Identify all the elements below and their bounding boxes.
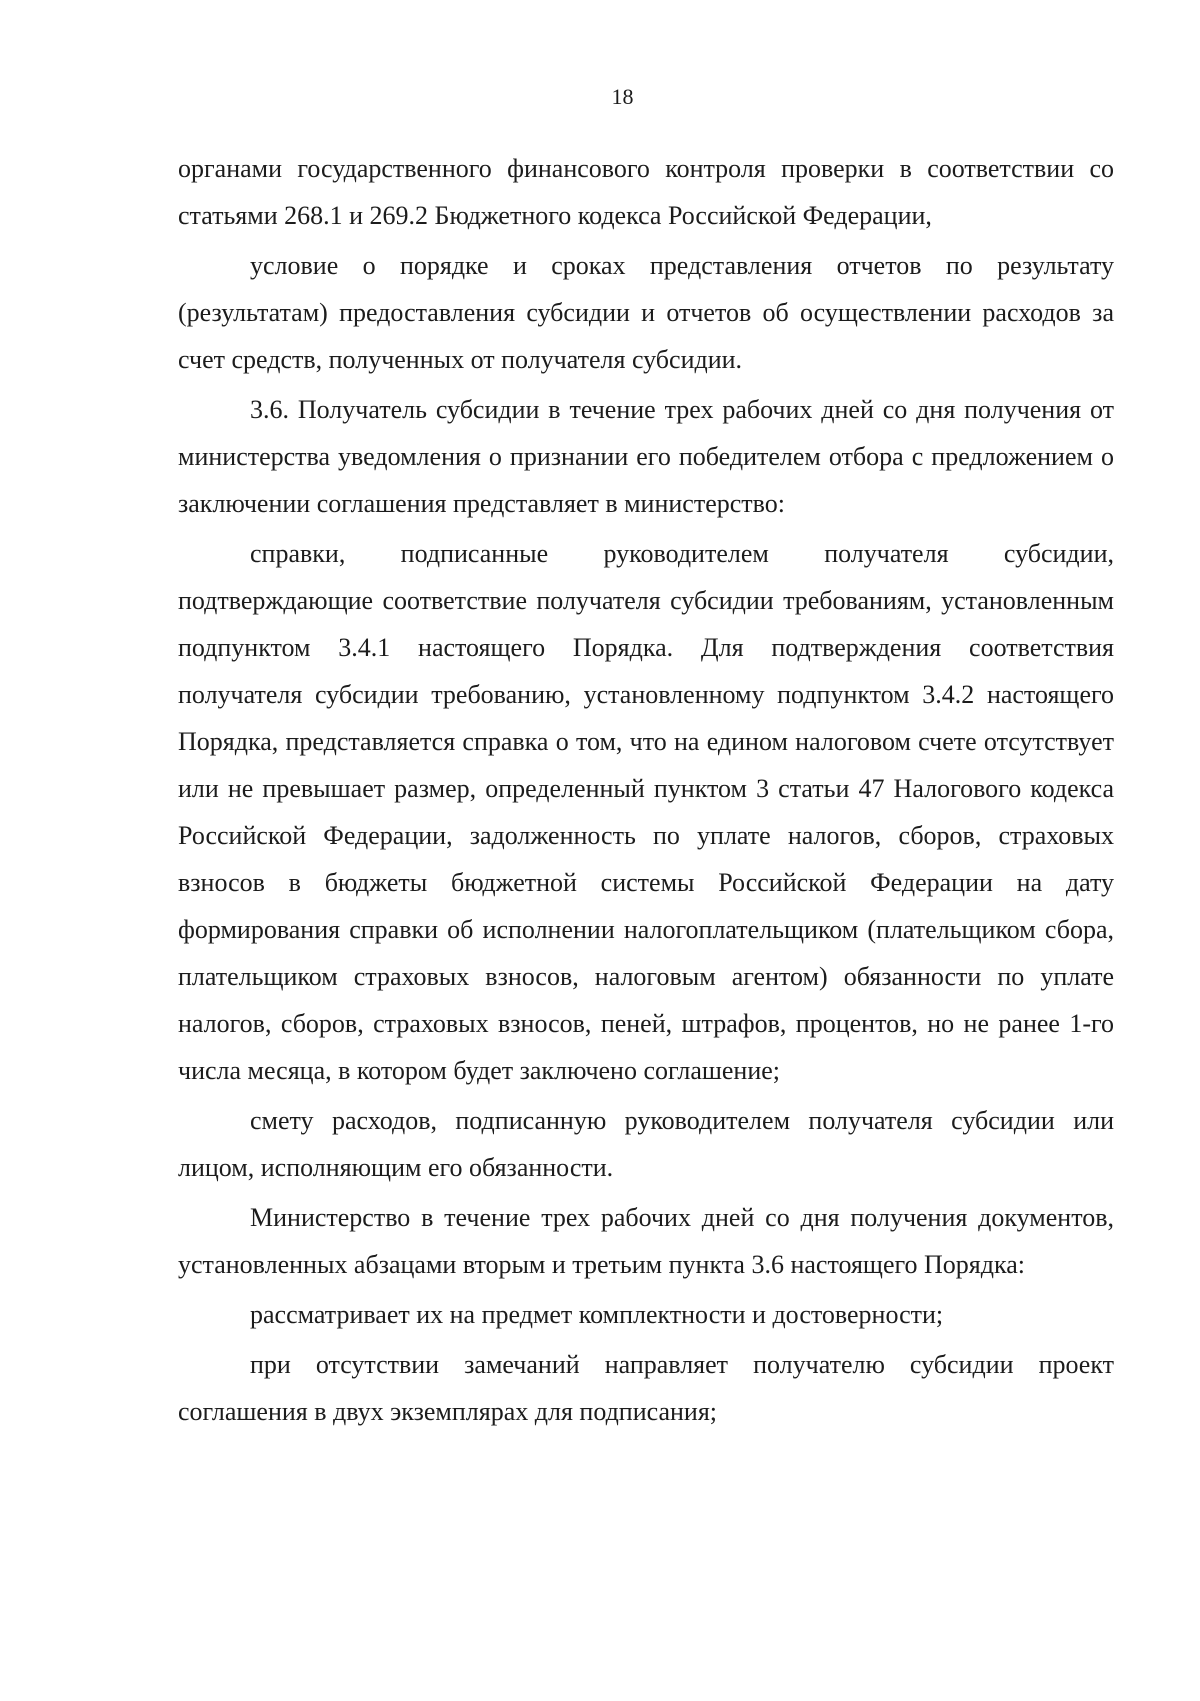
paragraph-audit-bodies: органами государственного финансового контроля проверки в соответствии со статьями 268.1 и 269.2 Бюджетного кодекса Российской Федерации, — [178, 154, 1114, 230]
paragraph-ministry-review: Министерство в течение трех рабочих дней со дня получения документов, установленных абзацами вторым и третьим пункта 3.6 настоящего Порядка: — [178, 1203, 1114, 1279]
paragraph-expense-estimate: смету расходов, подписанную руководителем получателя субсидии или лицом, исполняющим его обязанности. — [178, 1106, 1114, 1182]
paragraph-certificates: справки, подписанные руководителем получателя субсидии, подтверждающие соответствие получателя субсидии требованиям, установленным подпунктом 3.4.1 настоящего Порядка. Для подтверждения соответствия получателя субсидии требованию, установленному подпунктом 3.4.2 настоящего Порядка, представляется справка о том, что на едином налоговом счете отсутствует или не превышает размер, определенный пунктом 3 статьи 47 Налогового кодекса Российской Федерации, задолженность по уплате налогов, сборов, страховых взносов в бюджеты бюджетной системы Российской Федерации на дату формирования справки об исполнении налогоплательщиком (плательщиком сбора, плательщиком страховых взносов, налоговым агентом) обязанности по уплате налогов, сборов, страховых взносов, пеней, штрафов, процентов, но не ранее 1-го числа месяца, в котором будет заключено соглашение; — [178, 539, 1114, 1085]
paragraph-completeness-check: рассматривает их на предмет комплектности и достоверности; — [250, 1300, 944, 1329]
paragraph-section-3-6: 3.6. Получатель субсидии в течение трех рабочих дней со дня получения от министерства уведомления о признании его победителем отбора с предложением о заключении соглашения представляет в министерство: — [178, 395, 1114, 518]
document-body — [178, 145, 1114, 1435]
page-number: 18 — [611, 84, 634, 109]
paragraph-agreement-draft: при отсутствии замечаний направляет получателю субсидии проект соглашения в двух экземплярах для подписания; — [178, 1350, 1114, 1426]
paragraph-reporting-condition: условие о порядке и сроках представления отчетов по результату (результатам) предоставления субсидии и отчетов об осуществлении расходов за счет средств, полученных от получателя субсидии. — [178, 251, 1114, 374]
